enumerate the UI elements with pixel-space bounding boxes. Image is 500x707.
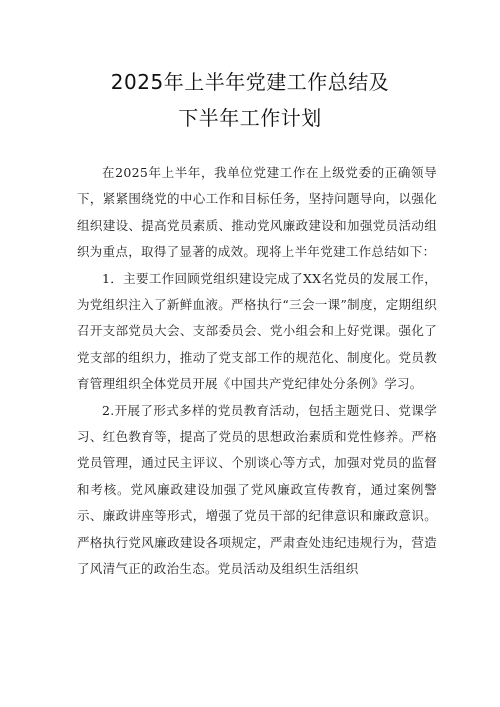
section-2-paragraph: 2.开展了形式多样的党员教育活动，包括主题党日、党课学习、红色教育等，提高了党员的思想政治素质和党性修养。严格党员管理，通过民主评议、个别谈心等方式，加强对党员的监督和考核。党风廉政建设加强了党风廉政宣传教育，通过案例警示、廉政讲座等形式，增强了党员干部的纪律意识和廉政意识。严格执行党风廉政建设各项规定，严肃查处违纪违规行为，营造了风清气正的政治生态。党员活动及组织生活组织: [77, 402, 437, 577]
document-title-line-2: 下半年工作计划: [178, 106, 322, 130]
intro-paragraph: 在2025年上半年，我单位党建工作在上级党委的正确领导下，紧紧围绕党的中心工作和目标任务，坚持问题导向，以强化组织建设、提高党员素质、推动党风廉政建设和加强党员活动组织为重点，取得了显著的成效。现将上半年党建工作总结如下：: [77, 165, 437, 260]
document-body: [77, 160, 437, 583]
section-1-paragraph: 1．主要工作回顾党组织建设完成了XX名党员的发展工作，为党组织注入了新鲜血液。严格执行“三会一课”制度，定期组织召开支部党员大会、支部委员会、党小组会和上好党课。强化了党支部的组织力，推动了党支部工作的规范化、制度化。党员教育管理组织全体党员开展《中国共产党纪律处分条例》学习。: [77, 270, 437, 392]
document-title-line-1: 2025年上半年党建工作总结及: [110, 70, 390, 94]
